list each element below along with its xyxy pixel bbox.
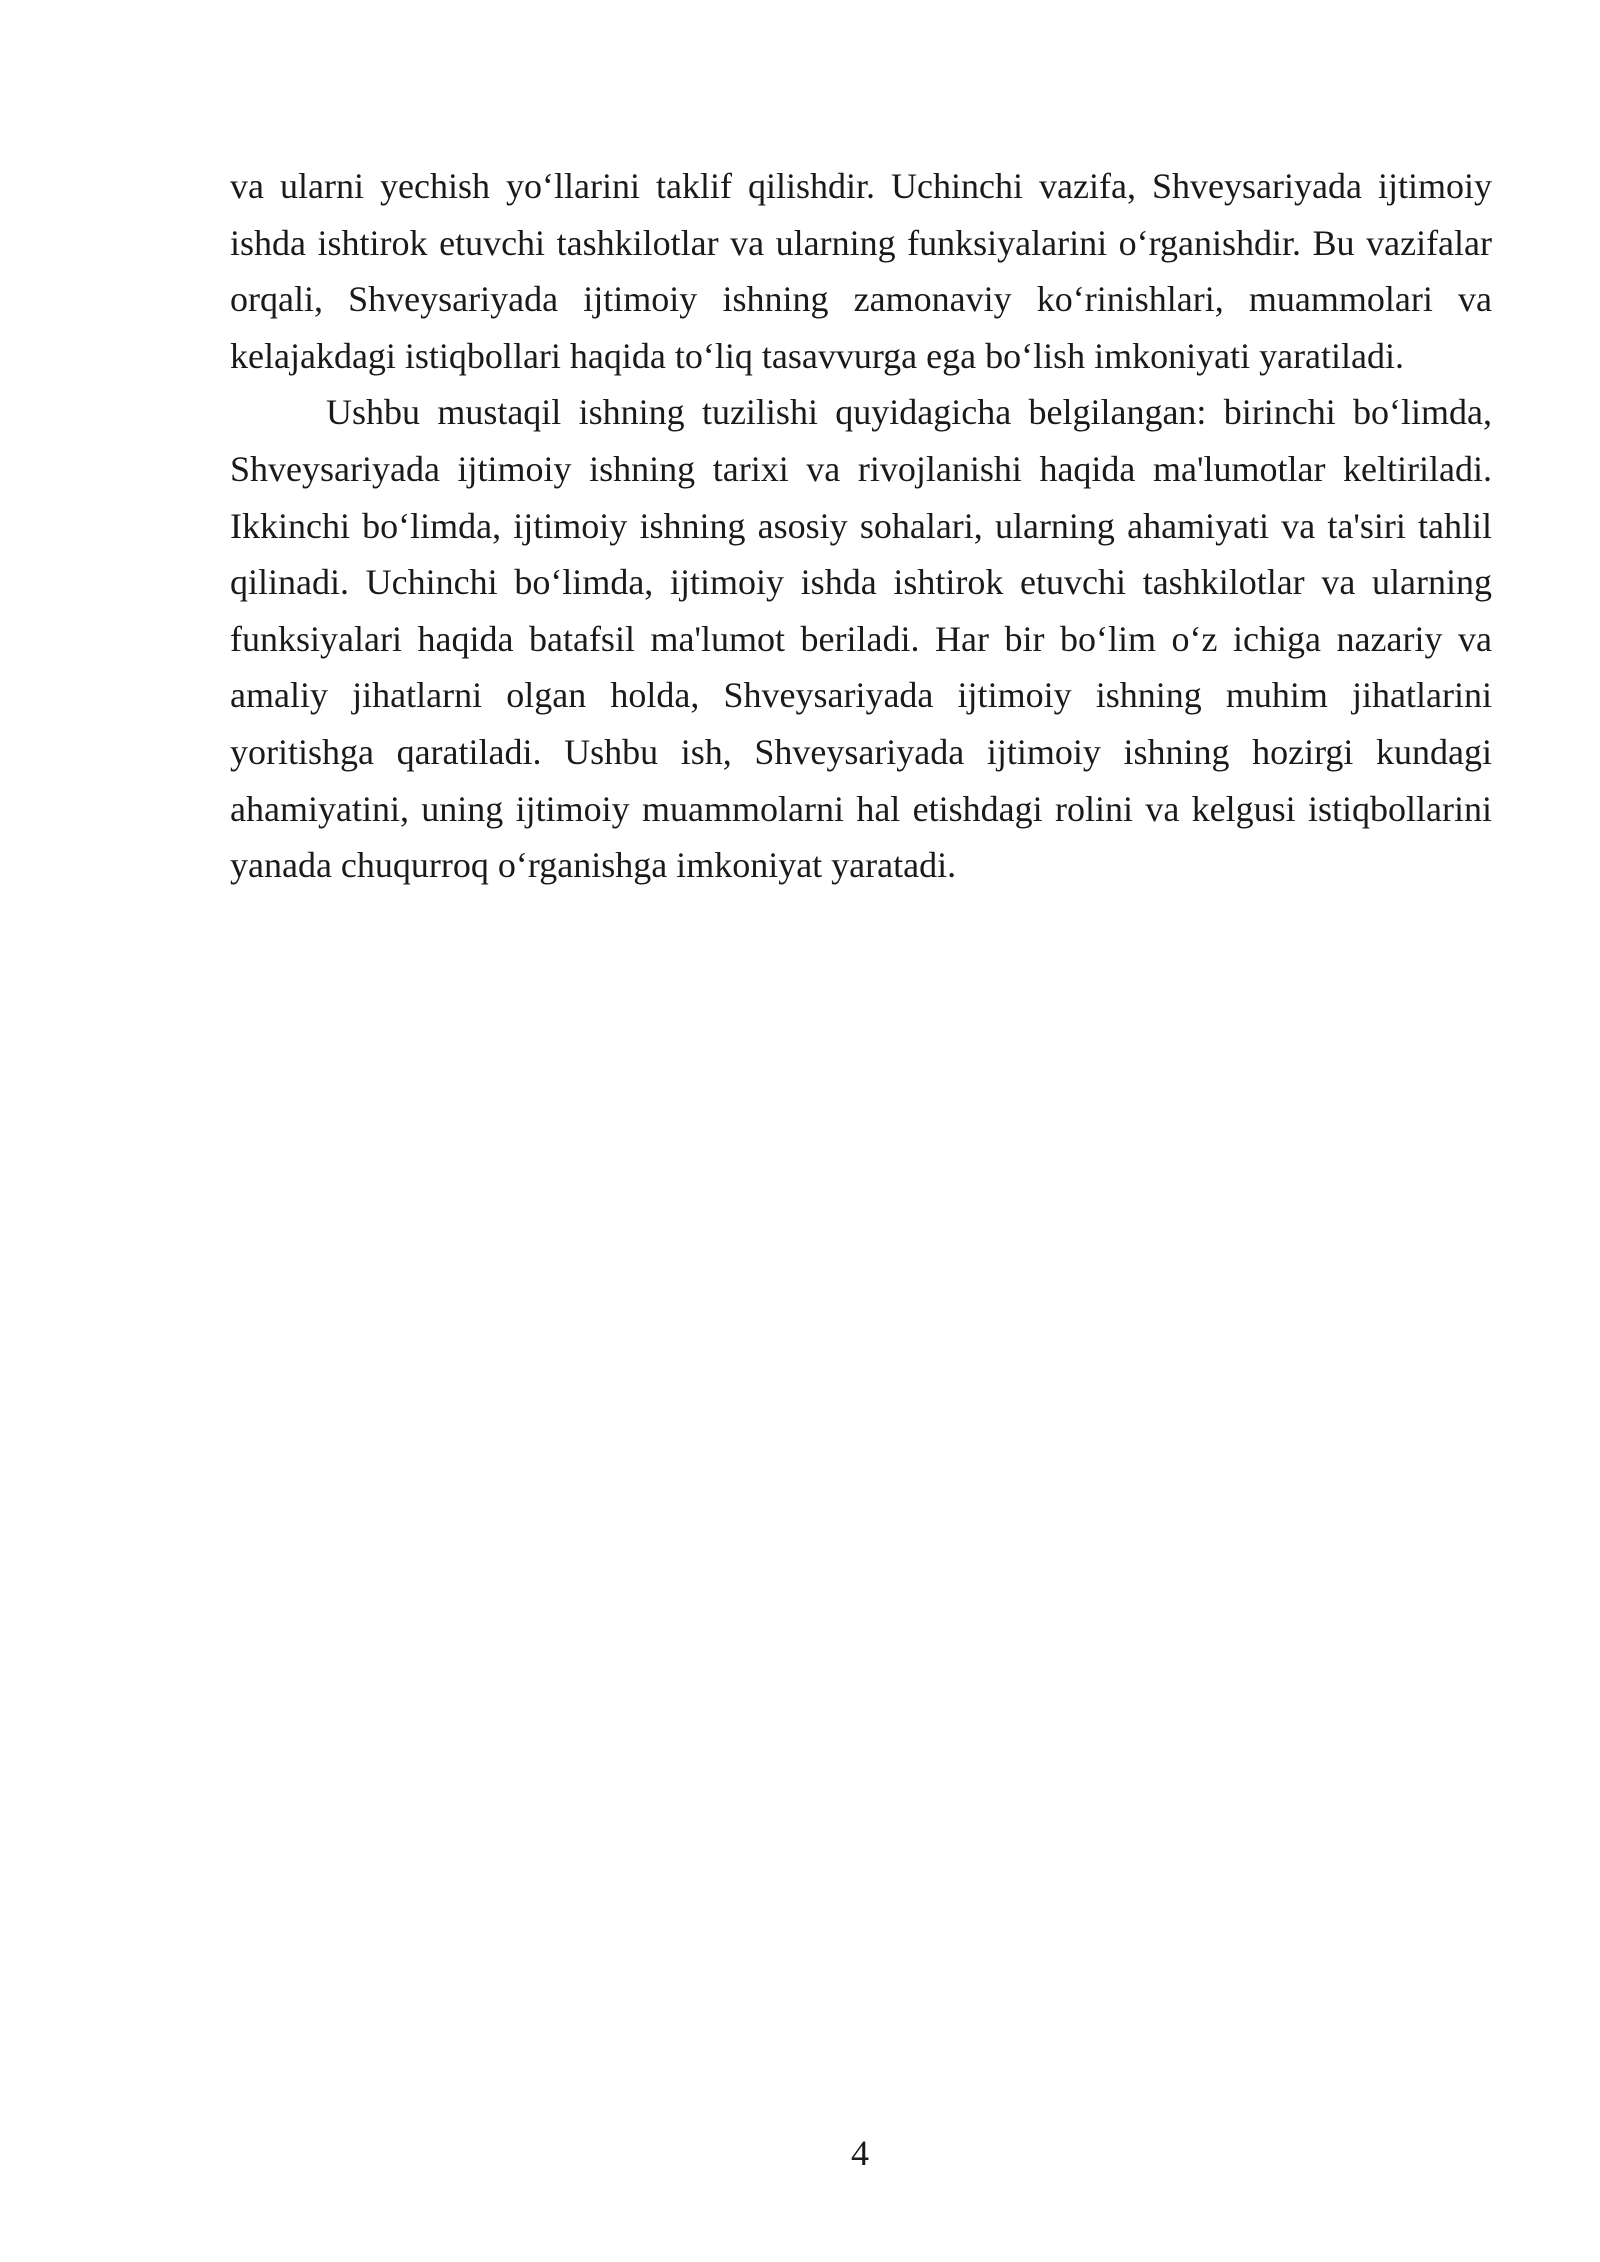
paragraph-structure: Ushbu mustaqil ishning tuzilishi quyidagicha belgilangan: birinchi bo‘limda, Shveysariyada ijtimoiy ishning tarixi va rivojlanishi haqida ma'lumotlar keltiriladi. Ikkinchi bo‘limda, ijtimoiy ishning asosiy sohalari, ularning ahamiyati va ta'siri tahlil qilinadi. Uchinchi bo‘limda, ijtimoiy ishda ishtirok etuvchi tashkilotlar va ularning funksiyalari haqida batafsil ma'lumot beriladi. Har bir bo‘lim o‘z ichiga nazariy va amaliy jihatlarni olgan holda, Shveysariyada ijtimoiy ishning muhim jihatlarini yoritishga qaratiladi. Ushbu ish, Shveysariyada ijtimoiy ishning hozirgi kundagi ahamiyatini, uning ijtimoiy muammolarni hal etishdagi rolini va kelgusi istiqbollarini yanada chuqurroq o‘rganishga imkoniyat yaratadi. bbox=[230, 392, 1492, 886]
body-text bbox=[230, 158, 1492, 894]
page-number: 4 bbox=[851, 2133, 869, 2173]
paragraph-continuation: va ularni yechish yo‘llarini taklif qilishdir. Uchinchi vazifa, Shveysariyada ijtimoiy ishda ishtirok etuvchi tashkilotlar va ularning funksiyalarini o‘rganishdir. Bu vazifalar orqali, Shveysariyada ijtimoiy ishning zamonaviy ko‘rinishlari, muammolari va kelajakdagi istiqbollari haqida to‘liq tasavvurga ega bo‘lish imkoniyati yaratiladi. bbox=[230, 166, 1492, 376]
